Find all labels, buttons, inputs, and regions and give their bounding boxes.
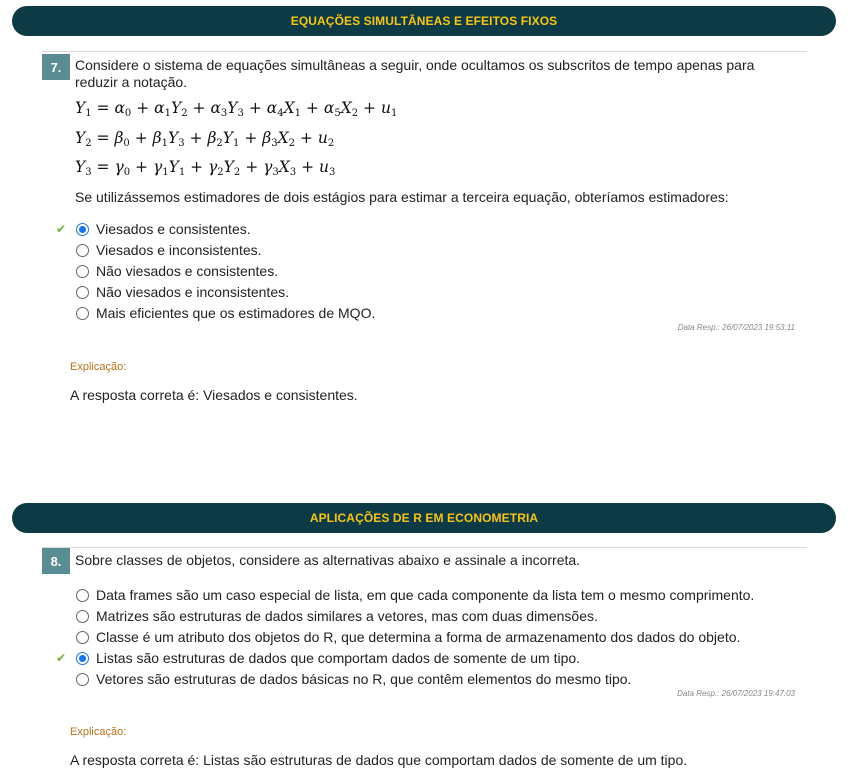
equation-1: $Y_1 = \alpha_0 + \alpha_1Y_2 + \alpha_3Y_3 + \alpha_4X_1 + \alpha_5X_2 + u_1$ <box>75 99 398 119</box>
question-number: 8. <box>42 548 70 574</box>
radio-icon[interactable] <box>76 265 89 278</box>
equation-2: $Y_2 = \beta_0 + \beta_1Y_3 + \beta_2Y_1 + \beta_3X_2 + u_2$ <box>75 129 335 149</box>
answer-option[interactable] <box>76 282 289 302</box>
radio-icon[interactable] <box>76 631 89 644</box>
radio-icon[interactable] <box>76 589 89 602</box>
option-label: Listas são estruturas de dados que comportam dados de somente de um tipo. <box>96 650 581 666</box>
answer-option[interactable] <box>76 219 251 239</box>
radio-icon[interactable] <box>76 244 89 257</box>
answer-option[interactable] <box>76 585 754 605</box>
option-label: Viesados e consistentes. <box>96 221 251 237</box>
radio-icon[interactable] <box>76 673 89 686</box>
radio-selected-icon[interactable] <box>76 223 89 236</box>
section-title: EQUAÇÕES SIMULTÂNEAS E EFEITOS FIXOS <box>290 14 558 28</box>
option-label: Não viesados e consistentes. <box>96 263 279 279</box>
answer-option[interactable] <box>76 669 631 689</box>
explanation-label: Explicação: <box>70 361 127 373</box>
option-label: Viesados e inconsistentes. <box>96 242 262 258</box>
question-divider <box>42 51 807 52</box>
answer-option[interactable] <box>76 648 580 668</box>
response-date: Data Resp.: 26/07/2023 19:53:11 <box>677 323 795 332</box>
question-prompt: Se utilizássemos estimadores de dois estágios para estimar a terceira equação, obteríamos estimadores: <box>75 189 729 205</box>
response-date: Data Resp.: 26/07/2023 19:47:03 <box>677 689 795 698</box>
question-number: 7. <box>42 54 70 80</box>
equation-3: $Y_3 = \gamma_0 + \gamma_1Y_1 + \gamma_2Y_2 + \gamma_3X_3 + u_3$ <box>75 158 336 178</box>
answer-option[interactable] <box>76 303 375 323</box>
question-divider <box>42 547 807 548</box>
explanation-label: Explicação: <box>70 726 127 738</box>
section-header <box>12 6 836 36</box>
option-label: Classe é um atributo dos objetos do R, que determina a forma de armazenamento dos dados do objeto. <box>96 629 741 645</box>
checkmark-icon: ✔ <box>56 222 67 236</box>
question-text: Considere o sistema de equações simultâneas a seguir, onde ocultamos os subscritos de tempo apenas para reduzir a notação. <box>75 57 755 90</box>
section-title: APLICAÇÕES DE R EM ECONOMETRIA <box>309 511 539 525</box>
answer-option[interactable] <box>76 261 278 281</box>
answer-option[interactable] <box>76 606 598 626</box>
explanation-text: A resposta correta é: Viesados e consistentes. <box>70 387 358 403</box>
option-label: Não viesados e inconsistentes. <box>96 284 289 300</box>
option-label: Vetores são estruturas de dados básicas no R, que contêm elementos do mesmo tipo. <box>96 671 632 687</box>
radio-selected-icon[interactable] <box>76 652 89 665</box>
radio-icon[interactable] <box>76 307 89 320</box>
explanation-text: A resposta correta é: Listas são estruturas de dados que comportam dados de somente de um tipo. <box>70 752 688 768</box>
option-label: Mais eficientes que os estimadores de MQO. <box>96 305 376 321</box>
option-label: Data frames são um caso especial de lista, em que cada componente da lista tem o mesmo comprimento. <box>96 587 755 603</box>
section-header <box>12 503 836 533</box>
radio-icon[interactable] <box>76 610 89 623</box>
answer-option[interactable] <box>76 627 740 647</box>
option-label: Matrizes são estruturas de dados similares a vetores, mas com duas dimensões. <box>96 608 598 624</box>
checkmark-icon: ✔ <box>56 651 67 665</box>
answer-option[interactable] <box>76 240 262 260</box>
radio-icon[interactable] <box>76 286 89 299</box>
question-text: Sobre classes de objetos, considere as alternativas abaixo e assinale a incorreta. <box>75 552 581 568</box>
